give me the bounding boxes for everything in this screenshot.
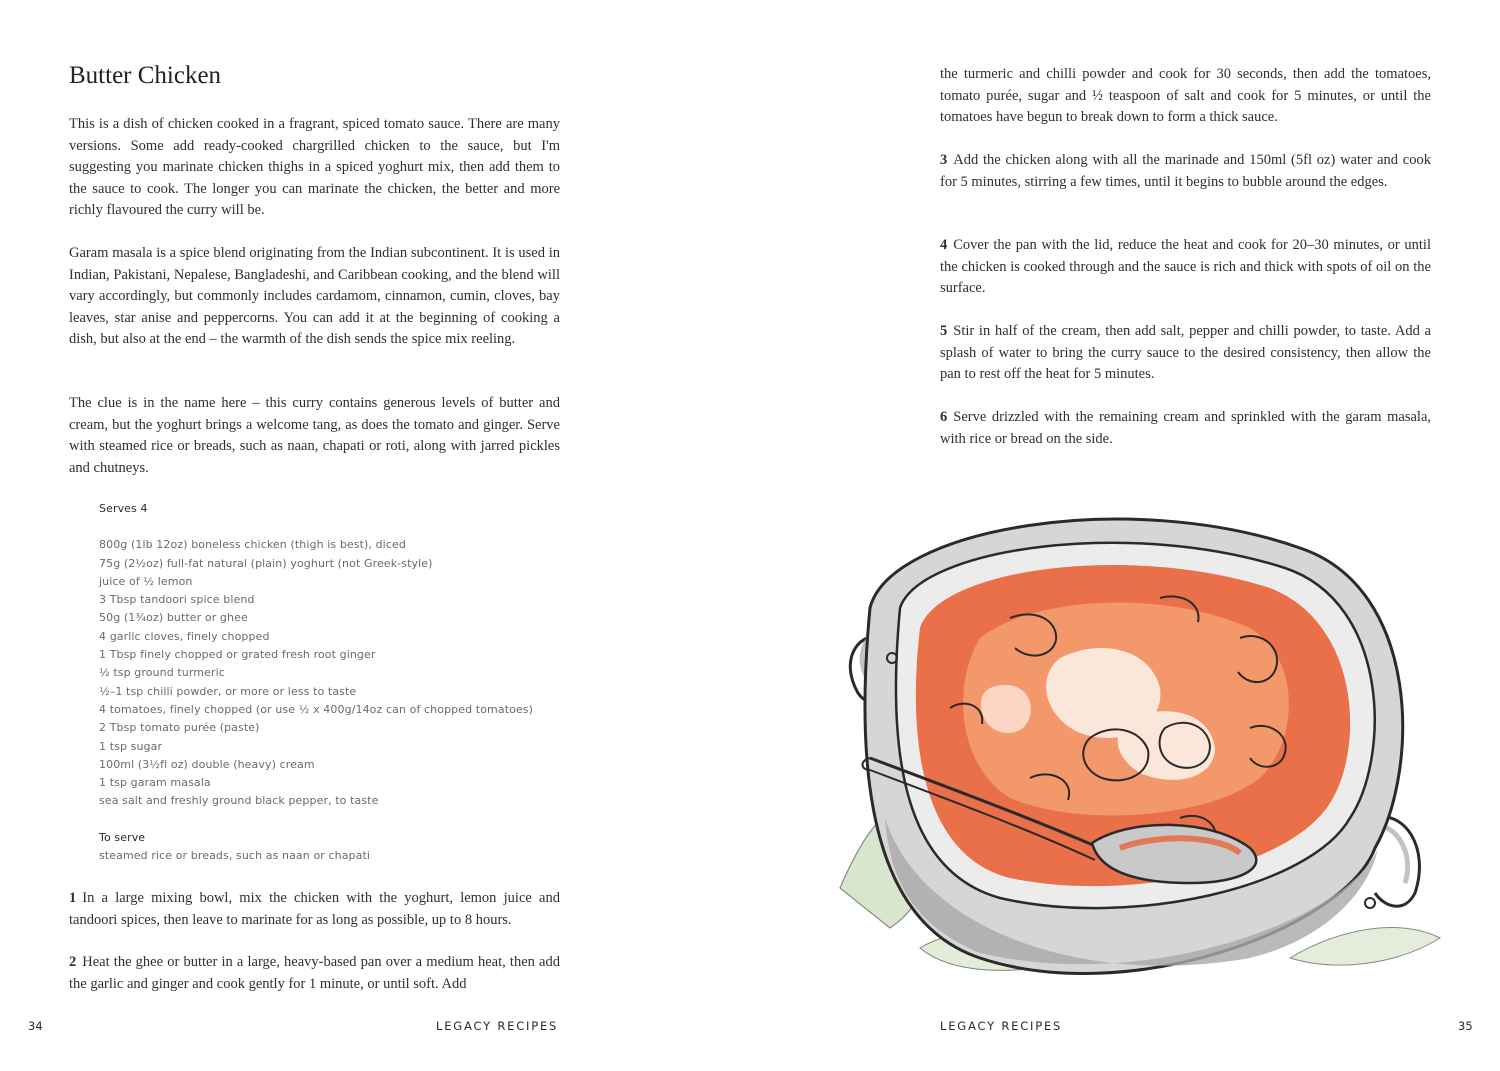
curry-pan-illustration [830,488,1450,1008]
ingredient-item: 4 tomatoes, finely chopped (or use ½ x 400g/14oz can of chopped tomatoes) [99,702,534,716]
ingredient-item: sea salt and freshly ground black pepper, to taste [99,794,379,808]
page-number: 35 [1458,1019,1473,1033]
intro-paragraph: Garam masala is a spice blend originating from the Indian subcontinent. It is used in Indian, Pakistani, Nepalese, Bangladeshi, and Caribbean cooking, and the blend will vary accordingly, but commonly includes cardamom, cinnamon, cumin, cloves, bay leaves, star anise and peppercorns. You can add it at the beginning of cooking a dish, but also at the end – the warmth of the dish sends the spice mix reeling. [69,245,560,347]
step-number: 4 [940,237,948,253]
step-text: Add the chicken along with all the marinade and 150ml (5fl oz) water and cook for 5 minutes, stirring a few times, until it begins to bubble around the edges. [940,152,1431,190]
serves-label: Serves 4 [99,502,148,515]
step-text: In a large mixing bowl, mix the chicken with the yoghurt, lemon juice and tandoori spices, then leave to marinate for as long as possible, up to 8 hours. [69,890,560,928]
ingredient-item: 1 Tbsp finely chopped or grated fresh root ginger [99,648,376,662]
ingredient-item: 50g (1¾oz) butter or ghee [99,611,248,625]
method-step [940,321,1431,386]
step-text: Stir in half of the cream, then add salt, pepper and chilli powder, to taste. Add a splash of water to bring the curry sauce to the desired consistency, then allow the pan to rest off the heat for 5 minutes. [940,323,1431,382]
ingredient-list [99,536,569,810]
step-text: Heat the ghee or butter in a large, heavy-based pan over a medium heat, then add the garlic and ginger and cook gently for 1 minute, or until soft. Add [69,954,560,992]
method-step [69,888,560,931]
running-head: LEGACY RECIPES [940,1019,1063,1033]
step-number: 6 [940,409,948,425]
intro-paragraph: The clue is in the name here – this curry contains generous levels of butter and cream, but the yoghurt brings a welcome tang, as does the tomato and ginger. Serve with steamed rice or breads, such as naan, chapati or roti, along with jarred pickles and chutneys. [69,395,560,476]
ingredient-item: ½–1 tsp chilli powder, or more or less to taste [99,684,357,698]
ingredients-block [99,500,569,865]
method-step [940,150,1431,193]
method-step [940,235,1431,300]
step-text: Serve drizzled with the remaining cream and sprinkled with the garam masala, with rice or bread on the side. [940,409,1431,447]
step-number: 5 [940,323,948,339]
to-serve-item: steamed rice or breads, such as naan or chapati [99,849,371,863]
ingredient-item: 1 tsp garam masala [99,776,211,790]
ingredient-item: 1 tsp sugar [99,739,163,753]
ingredient-item: 100ml (3½fl oz) double (heavy) cream [99,757,315,771]
ingredient-item: 75g (2½oz) full-fat natural (plain) yoghurt (not Greek-style) [99,556,433,570]
step-text: Cover the pan with the lid, reduce the heat and cook for 20–30 minutes, or until the chicken is cooked through and the sauce is rich and thick with spots of oil on the surface. [940,237,1431,296]
ingredient-item: 800g (1lb 12oz) boneless chicken (thigh is best), diced [99,538,406,552]
recipe-title: Butter Chicken [69,62,222,89]
ingredient-item: 4 garlic cloves, finely chopped [99,629,270,643]
page-number: 34 [28,1019,43,1033]
intro-paragraph: This is a dish of chicken cooked in a fragrant, spiced tomato sauce. There are many versions. Some add ready-cooked chargrilled chicken to the sauce, but I'm suggesting you marinate chicken thighs in a spiced yoghurt mix, then add them to the sauce to cook. The longer you can marinate the chicken, the better and more richly flavoured the curry will be. [69,116,560,218]
ingredient-item: juice of ½ lemon [99,574,193,588]
step-number: 2 [69,954,77,970]
step-number: 1 [69,890,77,906]
method-step [69,952,560,995]
method-step [940,407,1431,450]
right-page [750,0,1500,1071]
ingredient-item: 3 Tbsp tandoori spice blend [99,593,255,607]
step-number: 3 [940,152,948,168]
method-continuation: the turmeric and chilli powder and cook for 30 seconds, then add the tomatoes, tomato purée, sugar and ½ teaspoon of salt and cook for 5 minutes, or until the tomatoes have begun to break down to form a thick sauce. [940,66,1431,125]
to-serve-heading: To serve [99,830,146,844]
running-head: LEGACY RECIPES [436,1019,559,1033]
ingredient-item: 2 Tbsp tomato purée (paste) [99,721,260,735]
ingredient-item: ½ tsp ground turmeric [99,666,225,680]
